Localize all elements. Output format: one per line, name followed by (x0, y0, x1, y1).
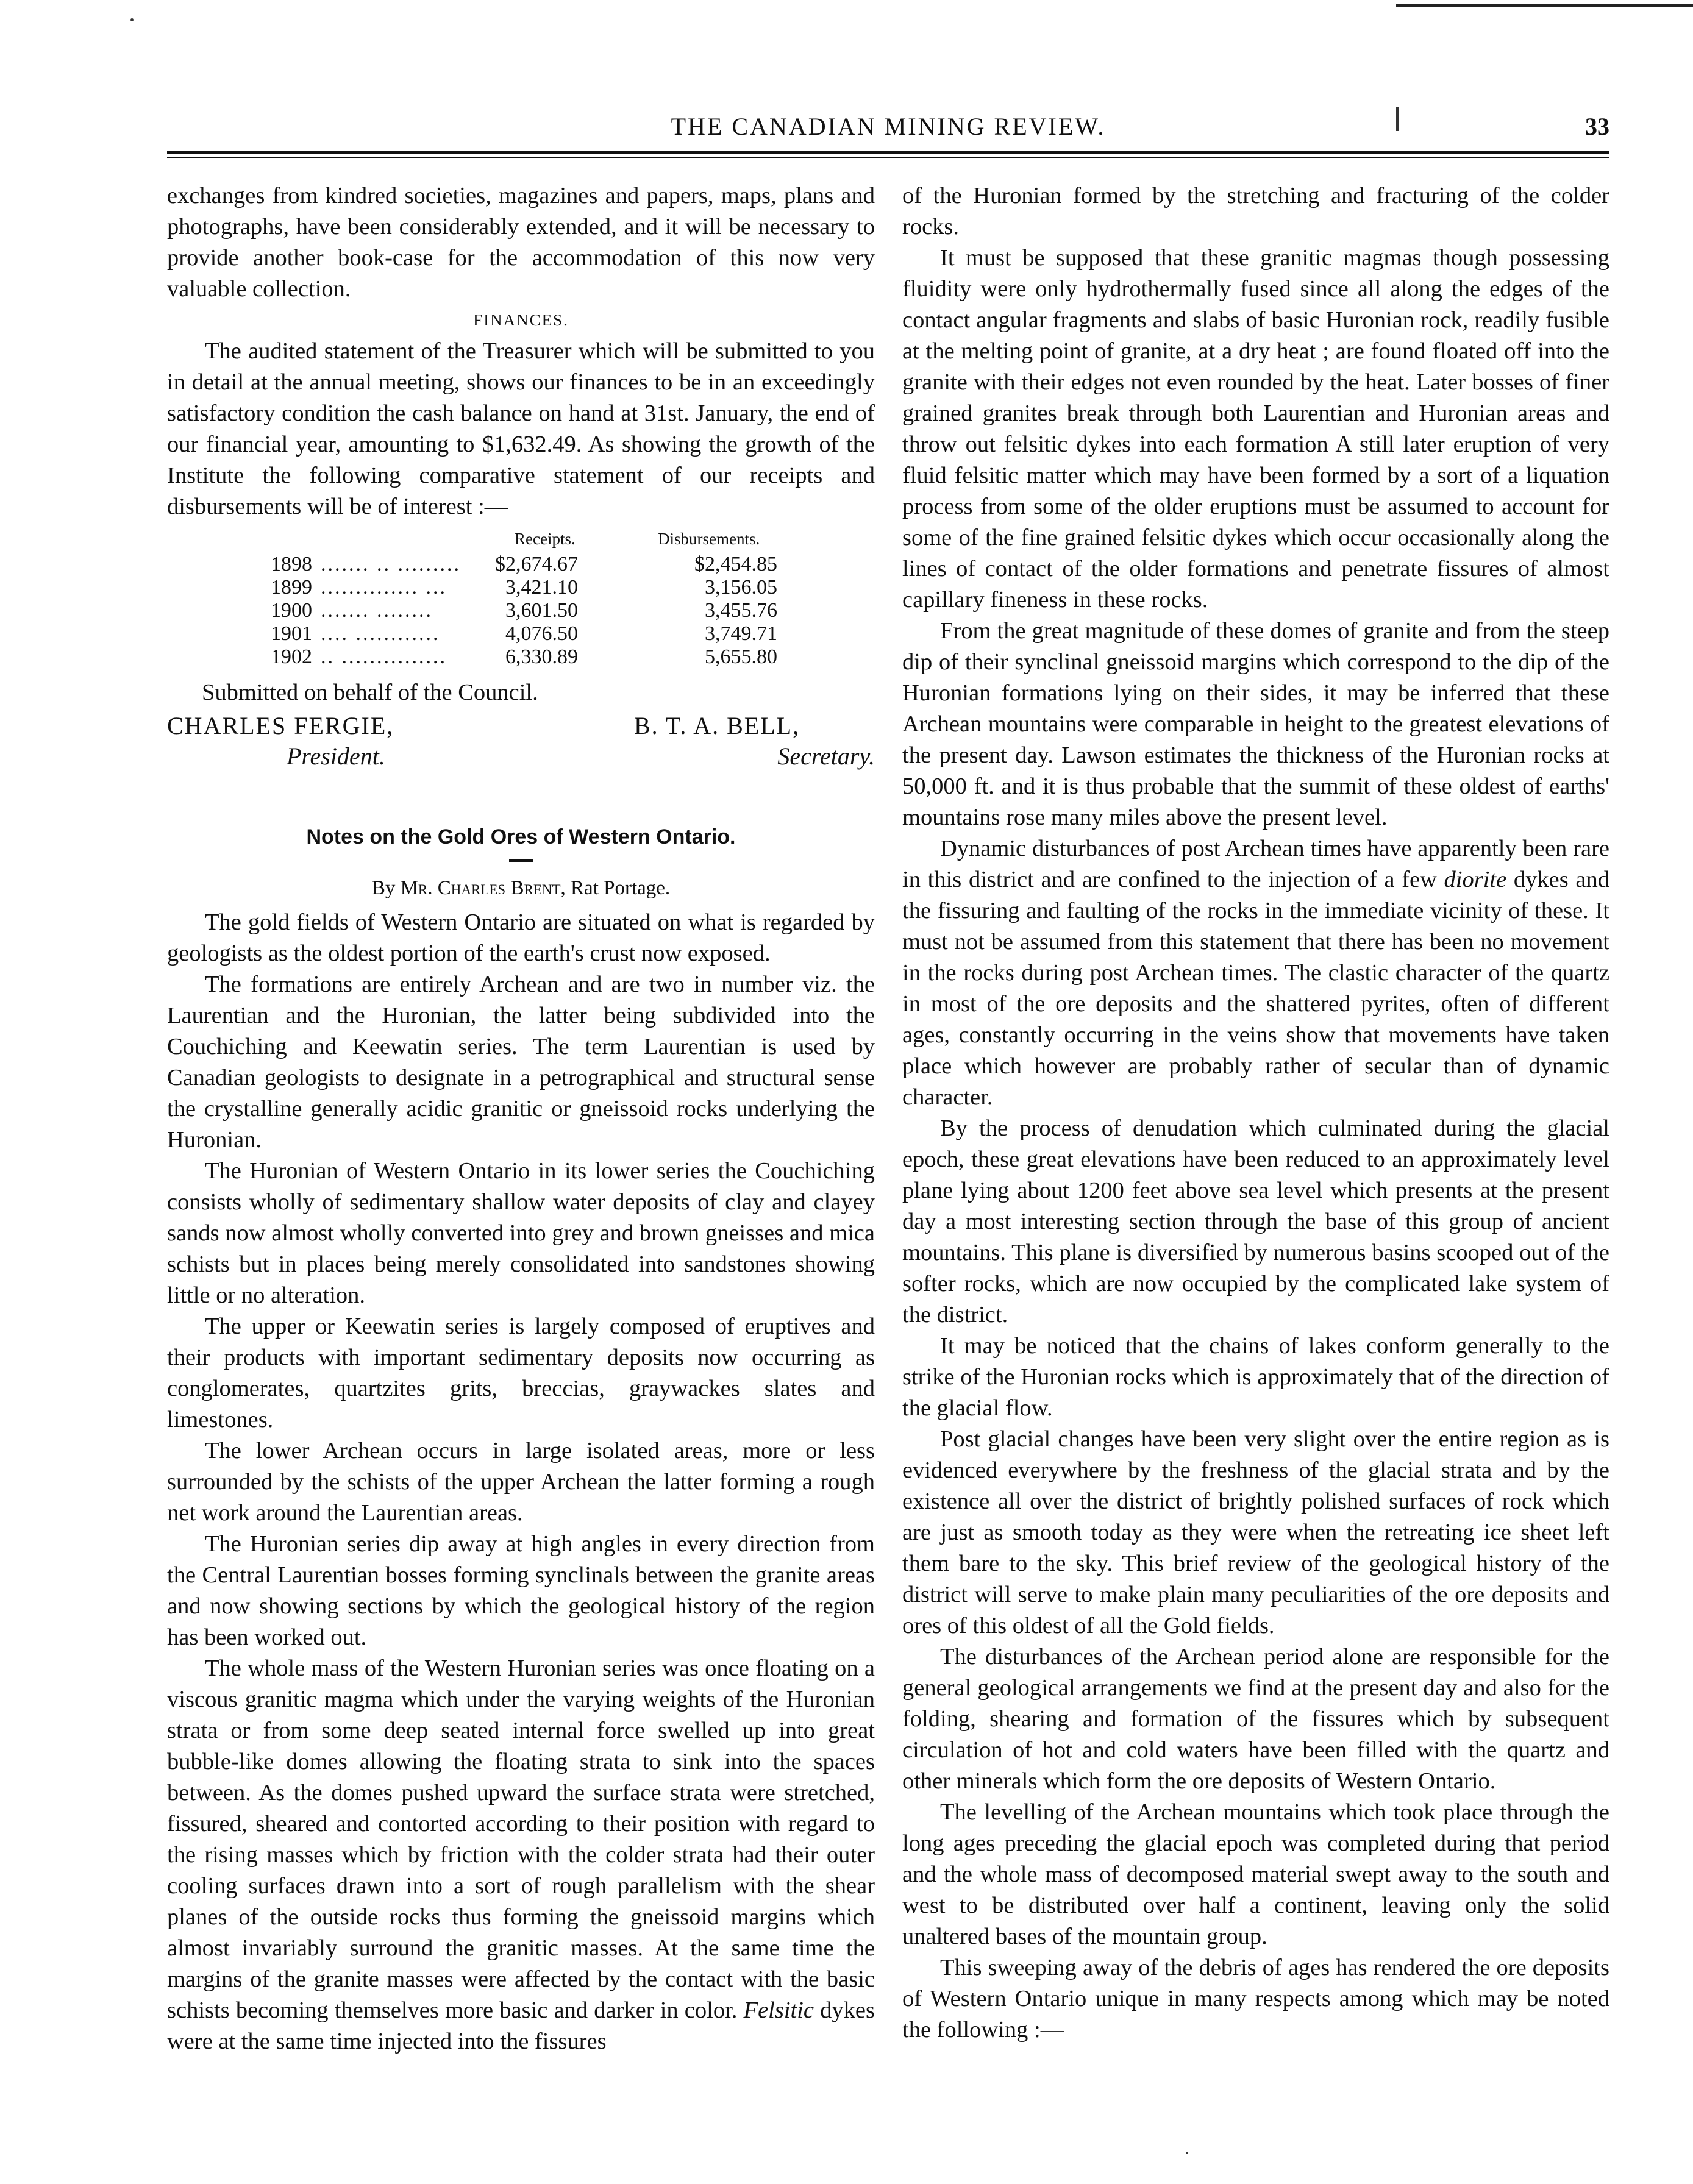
publication-title: THE CANADIAN MINING REVIEW. (671, 113, 1106, 140)
year-cell: 1898 (271, 553, 312, 575)
receipts-cell: 3,421.10 (505, 576, 578, 599)
column-header-disbursements: Disbursements. (658, 530, 760, 548)
paragraph: The gold fields of Western Ontario are situated on what is regarded by geologists as the oldest portion of the earth's crust now exposed. (167, 909, 875, 966)
disbursements-cell: 3,749.71 (705, 622, 777, 645)
receipts-cell: 6,330.89 (505, 646, 578, 668)
header-rule-thin (167, 157, 1609, 158)
disbursements-cell: 3,455.76 (705, 599, 777, 622)
byline-author: Mr. Charles Brent (400, 877, 561, 899)
paragraph: This sweeping away of the debris of ages has rendered the ore deposits of Western Ontario unique in many respects among which may be noted the following :— (902, 1955, 1609, 2043)
article-title: Notes on the Gold Ores of Western Ontario. (306, 825, 736, 848)
table-row (167, 646, 875, 669)
italic-term: Felsitic (743, 1997, 814, 2023)
paragraph: of the Huronian formed by the stretching and fracturing of the colder rocks. (902, 183, 1609, 240)
paragraph: It must be supposed that these granitic magmas though possessing fluidity were only hydrothermally fused since all along the edges of the contact angular fragments and slabs of basic Huronian rock, readily fusible at the melting point of granite, at a dry heat ; are found floated off into the granite with their edges not even rounded by the heat. Later bosses of finer grained granites break through both Laurentian and Huronian areas and throw out felsitic dykes into each formation A still later eruption of very fluid felsitic matter which may have been formed by a sort of a liquation process from some of the older eruptions must be assumed to account for some of the fine grained felsitic dykes which occur occasionally along the lines of contact of the older formations and penetrate fissures of almost capillary fineness in these rocks. (902, 245, 1609, 613)
table-row (167, 576, 875, 599)
signatory-title-president: President. (287, 742, 385, 770)
scan-speck (1186, 2152, 1188, 2154)
page-number: 33 (1585, 113, 1609, 140)
receipts-cell: 4,076.50 (505, 622, 578, 645)
byline-prefix: By (371, 877, 401, 899)
page-header (167, 110, 1609, 146)
disbursements-cell: 5,655.80 (705, 646, 777, 668)
title-divider (509, 859, 533, 862)
section-heading-finances: FINANCES. (473, 311, 569, 329)
receipts-cell: $2,674.67 (495, 553, 578, 575)
text-run: Dynamic disturbances of post Archean times have apparently been rare in this district and are confined to the injection of a few (902, 836, 1609, 892)
paragraph: It may be noticed that the chains of lakes conform generally to the strike of the Huronian rocks which is approximately that of the direction of the glacial flow. (902, 1333, 1609, 1421)
text-run: dykes and the fissuring and faulting of the rocks in the immediate vicinity of these. It must not be assumed from this statement that there has been no movement in the rocks during post Archean times. The clastic character of the quartz in most of the ore deposits and the shattered pyrites, often of different ages, constantly occurring in the veins show that movements have taken place which however are probably rather of secular than of dynamic character. (902, 867, 1609, 1110)
paragraph (902, 833, 1609, 1113)
leader-dots: ....... .. ......... (321, 553, 461, 575)
paragraph: The lower Archean occurs in large isolated areas, more or less surrounded by the schists of the upper Archean the latter forming a rough net work around the Laurentian areas. (167, 1438, 875, 1526)
table-row (167, 622, 875, 646)
paragraph: From the great magnitude of these domes of granite and from the steep dip of their synclinal gneissoid margins which correspond to the dip of the Huronian formations lying on their sides, it may be inferred that these Archean mountains were comparable in height to the greatest elevations of the present day. Lawson estimates the thickness of the Huronian rocks at 50,000 ft. and it is thus probable that the summit of these oldest of earths' mountains rose many miles above the present level. (902, 618, 1609, 830)
year-cell: 1900 (271, 599, 312, 622)
column-header-receipts: Receipts. (515, 530, 576, 548)
text-run: dykes were at the same time injected into the fissures (167, 1997, 875, 2054)
table-row (167, 599, 875, 622)
signatory-title-secretary: Secretary. (777, 742, 875, 770)
paragraph: exchanges from kindred societies, magazines and papers, maps, plans and photographs, have been considerably extended, and it will be necessary to provide another book-case for the accommodation of this now very valuable collection. (167, 183, 875, 302)
paragraph: The levelling of the Archean mountains which took place through the long ages preceding the glacial epoch was completed during that period and the whole mass of decomposed material swept away to the south and west to be distributed over half a continent, leaving only the solid unaltered bases of the mountain group. (902, 1799, 1609, 1949)
receipts-cell: 3,601.50 (505, 599, 578, 622)
year-cell: 1901 (271, 622, 312, 645)
table-row (167, 553, 875, 576)
scan-speck (130, 18, 134, 21)
right-column (902, 180, 1609, 2046)
paragraph: The formations are entirely Archean and are two in number viz. the Laurentian and the Huronian, the latter being subdivided into the Couchiching and Keewatin series. The term Laurentian is used by Canadian geologists to designate in a petrographical and structural sense the crystalline generally acidic granitic or gneissoid rocks underlying the Huronian. (167, 972, 875, 1153)
leader-dots: ....... ........ (321, 599, 433, 622)
article-byline (167, 874, 875, 902)
disbursements-cell: 3,156.05 (705, 576, 777, 599)
paragraph: The Huronian series dip away at high angles in every direction from the Central Laurentian bosses forming synclinals between the granite areas and now showing sections by which the geological history of the region has been worked out. (167, 1531, 875, 1650)
paragraph: The upper or Keewatin series is largely composed of eruptives and their products with important sedimentary deposits now occurring as conglomerates, quartzites grits, breccias, graywackes slates and limestones. (167, 1314, 875, 1432)
signature-block (167, 710, 875, 777)
leader-dots: .... ............ (321, 622, 440, 645)
paragraph: By the process of denudation which culminated during the glacial epoch, these great elevations have been reduced to an approximately level plane lying about 1200 feet above sea level which presents at the present day a most interesting section through the base of this group of ancient mountains. This plane is diversified by numerous basins scooped out of the softer rocks, which are now occupied by the complicated lake system of the district. (902, 1115, 1609, 1328)
year-cell: 1899 (271, 576, 312, 599)
signatory-name-president: CHARLES FERGIE, (167, 712, 394, 739)
submitted-note: Submitted on behalf of the Council. (202, 680, 538, 705)
disbursements-cell: $2,454.85 (694, 553, 777, 575)
byline-place: , Rat Portage. (560, 877, 671, 899)
left-column (167, 180, 875, 2057)
paragraph: The Huronian of Western Ontario in its lower series the Couchiching consists wholly of sedimentary shallow water deposits of clay and clayey sands now almost wholly converted into grey and brown gneisses and mica schists but in places being merely consolidated into sandstones showing little or no alteration. (167, 1158, 875, 1308)
paragraph: The disturbances of the Archean period alone are responsible for the general geological arrangements we find at the present day and also for the folding, shearing and formation of the fissures which by subsequent circulation of hot and cold waters have been filled with the quartz and other minerals which form the ore deposits of Western Ontario. (902, 1644, 1609, 1794)
scan-edge-mark (1396, 4, 1693, 7)
signatory-name-secretary: B. T. A. BELL, (634, 712, 800, 739)
leader-dots: .............. ... (321, 576, 447, 599)
finance-table (167, 522, 875, 675)
year-cell: 1902 (271, 646, 312, 668)
italic-term: diorite (1444, 867, 1507, 892)
paragraph (167, 1653, 875, 2057)
leader-dots: .. ............... (321, 646, 447, 668)
header-rule-thick (167, 151, 1609, 154)
paragraph: The audited statement of the Treasurer which will be submitted to you in detail at the annual meeting, shows our finances to be in an exceedingly satisfactory condition the cash balance on hand at 31st. January, the end of our financial year, amounting to $1,632.49. As showing the growth of the Institute the following comparative statement of our receipts and disbursements will be of interest :— (167, 338, 875, 519)
text-run: The whole mass of the Western Huronian series was once floating on a viscous granitic magma which under the varying weights of the Huronian strata or from some deep seated internal force swelled up into great bubble-like domes allowing the floating strata to sink into the spaces between. As the domes pushed upward the surface strata were stretched, fissured, sheared and contorted according to their position with regard to the rising masses which by friction with the colder strata had their outer cooling surfaces drawn into a sort of rough parallelism with the shear planes of the outside rocks thus forming the gneissoid margins which almost invariably surround the granitic masses. At the same time the margins of the granite masses were affected by the contact with the basic schists becoming themselves more basic and darker in color. (167, 1656, 875, 2023)
paragraph: Post glacial changes have been very slight over the entire region as is evidenced everywhere by the freshness of the glacial strata and by the existence all over the district of brightly polished surfaces of rock which are just as smooth today as they were when the retreating ice sheet left them bare to the sky. This brief review of the geological history of the district will serve to make plain many peculiarities of the ore deposits and ores of this oldest of all the Gold fields. (902, 1426, 1609, 1638)
